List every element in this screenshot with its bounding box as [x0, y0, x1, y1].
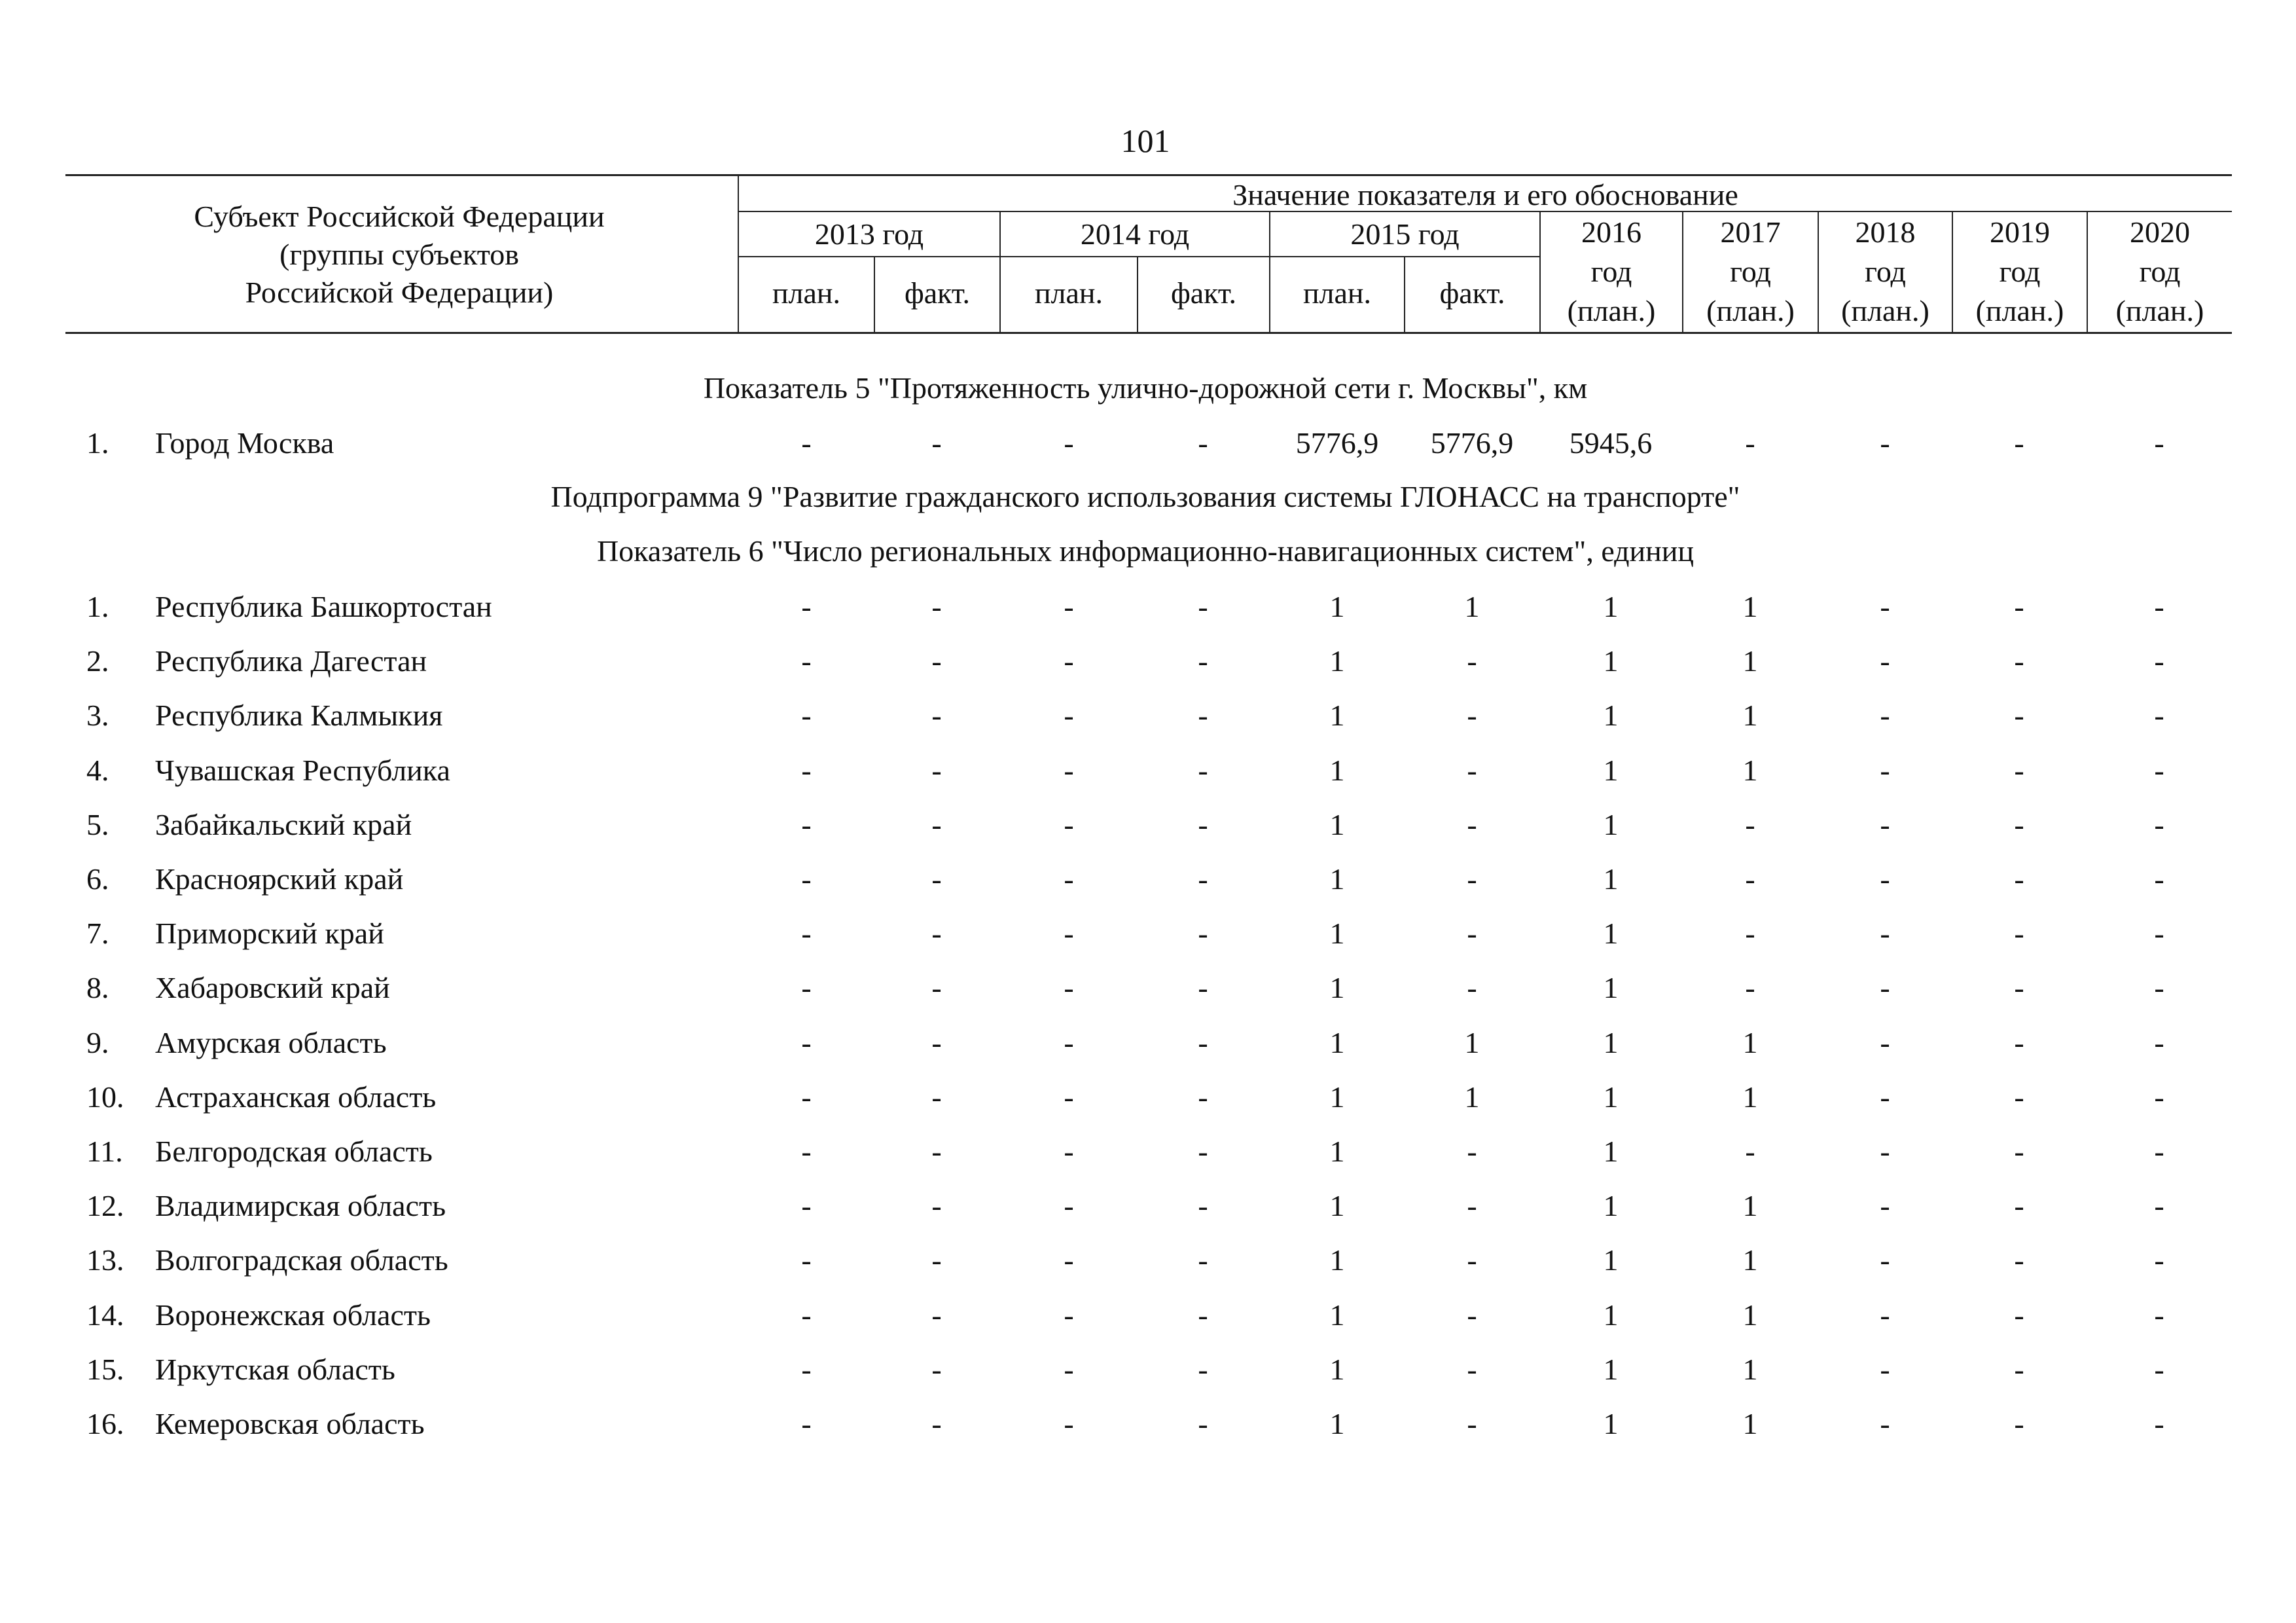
row-value-cell: - [2154, 1026, 2164, 1059]
row-value-cell: - [1745, 917, 1755, 950]
row-value-cell: 1 [1603, 1080, 1619, 1114]
row-value-cell: 1 [1742, 1080, 1758, 1114]
row-value-cell: - [1198, 1026, 1208, 1059]
row-value-cell: 1 [1329, 1026, 1345, 1059]
row-value-cell: - [931, 1353, 942, 1386]
row-value-cell: - [2154, 971, 2164, 1004]
row-value-cell: - [801, 917, 812, 950]
row-value-cell: - [801, 1189, 812, 1222]
subject-header-line: (группы субъектов [279, 238, 519, 271]
row-value-cell: - [801, 1298, 812, 1332]
row-value-cell: - [931, 862, 942, 896]
row-value-cell: - [1198, 1243, 1208, 1277]
row-value-cell: - [1064, 754, 1074, 787]
row-value-cell: - [1467, 917, 1477, 950]
row-value-cell: - [2154, 1407, 2164, 1440]
row-number: 7. [86, 917, 109, 950]
row-number: 8. [86, 971, 109, 1004]
row-value-cell: 1 [1603, 1026, 1619, 1059]
row-value-cell: - [1198, 862, 1208, 896]
row-subject-name: Владимирская область [155, 1189, 446, 1222]
row-value-cell: - [1064, 808, 1074, 841]
row-subject-name: Республика Башкортостан [155, 590, 492, 623]
row-value-cell: 1 [1603, 1298, 1619, 1332]
row-value-cell: - [1467, 699, 1477, 732]
row-value-cell: 1 [1742, 1026, 1758, 1059]
row-value-cell: 1 [1329, 644, 1345, 678]
sub-header-fact: факт. [904, 276, 971, 310]
row-value-cell: - [2014, 1026, 2024, 1059]
row-value-cell: - [1064, 1135, 1074, 1168]
row-number: 13. [86, 1243, 124, 1277]
row-subject-name: Республика Дагестан [155, 644, 427, 678]
header-bottom-rule [65, 332, 2232, 334]
row-value-cell: - [1198, 590, 1208, 623]
row-value-cell: - [1745, 808, 1755, 841]
row-value-cell: - [1198, 1407, 1208, 1440]
row-value-cell: 1 [1603, 754, 1619, 787]
row-value-cell: - [1467, 971, 1477, 1004]
row-value-cell: - [1064, 862, 1074, 896]
row-subject-name: Город Москва [155, 426, 334, 460]
row-value-cell: - [931, 1298, 942, 1332]
row-value-cell: - [931, 808, 942, 841]
row-subject-name: Забайкальский край [155, 808, 412, 841]
row-value-cell: - [1198, 1353, 1208, 1386]
row-value-cell: - [1467, 808, 1477, 841]
row-value-cell: - [2014, 1189, 2024, 1222]
subject-header-line: Субъект Российской Федерации [194, 200, 605, 233]
row-value-cell: - [2154, 1243, 2164, 1277]
year-god: год [1730, 255, 1771, 288]
row-value-cell: - [1467, 1189, 1477, 1222]
row-value-cell: - [931, 699, 942, 732]
row-value-cell: - [931, 426, 942, 460]
sub-header-plan: план. [772, 276, 841, 310]
row-value-cell: - [1880, 1353, 1890, 1386]
row-value-cell: 1 [1329, 1407, 1345, 1440]
row-value-cell: - [1467, 1298, 1477, 1332]
row-value-cell: - [2014, 1353, 2024, 1386]
row-value-cell: 1 [1603, 590, 1619, 623]
row-value-cell: - [801, 699, 812, 732]
row-value-cell: - [1467, 1407, 1477, 1440]
row-value-cell: - [1198, 754, 1208, 787]
year-header-2018 [1819, 213, 1952, 331]
row-value-cell: - [1198, 1298, 1208, 1332]
row-value-cell: 1 [1603, 699, 1619, 732]
row-value-cell: 1 [1329, 808, 1345, 841]
row-value-cell: - [2154, 1080, 2164, 1114]
year-plan: (план.) [1567, 294, 1656, 327]
row-value-cell: - [801, 1407, 812, 1440]
row-value-cell: - [2154, 754, 2164, 787]
row-value-cell: 1 [1742, 590, 1758, 623]
row-value-cell: 1 [1603, 971, 1619, 1004]
row-value-cell: 5945,6 [1569, 426, 1653, 460]
indicator-5-heading: Показатель 5 "Протяженность улично-дорожной сети г. Москвы", км [703, 371, 1588, 405]
row-subject-name: Иркутская область [155, 1353, 395, 1386]
row-value-cell: 1 [1329, 1243, 1345, 1277]
row-value-cell: 1 [1329, 917, 1345, 950]
row-value-cell: 1 [1742, 1353, 1758, 1386]
row-value-cell: - [801, 862, 812, 896]
indicator-6-heading: Показатель 6 "Число региональных информационно-навигационных систем", единиц [596, 534, 1694, 568]
row-value-cell: - [801, 644, 812, 678]
row-value-cell: - [2014, 971, 2024, 1004]
row-number: 11. [86, 1135, 123, 1168]
row-value-cell: 1 [1329, 1298, 1345, 1332]
year-header-2019 [1953, 213, 2087, 331]
row-value-cell: - [801, 1080, 812, 1114]
row-number: 1. [86, 426, 109, 460]
year-god: год [1590, 255, 1632, 288]
row-value-cell: 1 [1742, 1189, 1758, 1222]
row-value-cell: - [1745, 971, 1755, 1004]
row-value-cell: - [2154, 1135, 2164, 1168]
row-number: 3. [86, 699, 109, 732]
sub-header-plan: план. [1302, 276, 1372, 310]
row-value-cell: - [801, 590, 812, 623]
row-value-cell: - [1198, 1189, 1208, 1222]
row-value-cell: - [931, 1135, 942, 1168]
row-number: 14. [86, 1298, 124, 1332]
row-value-cell: 1 [1329, 590, 1345, 623]
row-value-cell: - [931, 1189, 942, 1222]
row-value-cell: - [931, 1026, 942, 1059]
row-number: 2. [86, 644, 109, 678]
row-value-cell: - [931, 917, 942, 950]
row-subject-name: Красноярский край [155, 862, 404, 896]
row-value-cell: - [2014, 1135, 2024, 1168]
row-value-cell: 1 [1742, 754, 1758, 787]
year-god: год [1999, 255, 2041, 288]
row-value-cell: - [2154, 1298, 2164, 1332]
row-value-cell: - [1880, 426, 1890, 460]
row-value-cell: - [1880, 862, 1890, 896]
row-value-cell: 1 [1742, 644, 1758, 678]
row-value-cell: 1 [1329, 862, 1345, 896]
row-value-cell: 1 [1603, 862, 1619, 896]
row-value-cell: - [1064, 1298, 1074, 1332]
row-value-cell: - [1064, 1026, 1074, 1059]
row-value-cell: - [1064, 644, 1074, 678]
year-plan: (план.) [1975, 294, 2064, 327]
year-header-2020 [2088, 213, 2232, 331]
row-value-cell: - [2014, 808, 2024, 841]
row-value-cell: - [801, 1353, 812, 1386]
row-value-cell: - [1198, 1080, 1208, 1114]
value-title: Значение показателя и его обоснование [1232, 178, 1738, 211]
row-value-cell: - [2014, 1407, 2024, 1440]
row-value-cell: - [2154, 590, 2164, 623]
row-number: 10. [86, 1080, 124, 1114]
row-value-cell: - [2014, 1243, 2024, 1277]
row-value-cell: - [1880, 1298, 1890, 1332]
row-value-cell: - [2014, 862, 2024, 896]
row-value-cell: - [1880, 1243, 1890, 1277]
row-value-cell: 1 [1742, 1298, 1758, 1332]
row-value-cell: - [2154, 699, 2164, 732]
row-value-cell: - [1064, 590, 1074, 623]
row-value-cell: - [2014, 1080, 2024, 1114]
row-value-cell: - [2014, 754, 2024, 787]
row-value-cell: - [2154, 1189, 2164, 1222]
subject-header-line: Российской Федерации) [245, 276, 554, 309]
row-number: 6. [86, 862, 109, 896]
row-subject-name: Амурская область [155, 1026, 387, 1059]
row-value-cell: - [1198, 644, 1208, 678]
row-value-cell: - [931, 1243, 942, 1277]
row-value-cell: - [1880, 1135, 1890, 1168]
row-value-cell: - [1064, 1407, 1074, 1440]
row-value-cell: - [1467, 754, 1477, 787]
year-header-2017 [1683, 213, 1818, 331]
row-value-cell: - [1467, 1135, 1477, 1168]
row-number: 4. [86, 754, 109, 787]
row-value-cell: - [1064, 917, 1074, 950]
row-value-cell: - [931, 644, 942, 678]
row-value-cell: - [931, 590, 942, 623]
year-plan: (план.) [1841, 294, 1929, 327]
row-value-cell: 1 [1603, 644, 1619, 678]
row-value-cell: 1 [1603, 1135, 1619, 1168]
row-subject-name: Чувашская Республика [155, 754, 450, 787]
sub-header-plan: план. [1034, 276, 1103, 310]
year-label: 2020 [2130, 215, 2190, 249]
row-value-cell: - [1064, 426, 1074, 460]
row-value-cell: - [801, 1243, 812, 1277]
year-header-2015: 2015 год [1350, 217, 1460, 251]
row-value-cell: - [931, 1080, 942, 1114]
row-value-cell: 1 [1329, 1189, 1345, 1222]
row-subject-name: Астраханская область [155, 1080, 437, 1114]
row-value-cell: - [1467, 862, 1477, 896]
subprogram-9-heading: Подпрограмма 9 "Развитие гражданского использования системы ГЛОНАСС на транспорте" [550, 480, 1740, 513]
sub-header-fact: факт. [1170, 276, 1237, 310]
row-value-cell: - [2014, 1298, 2024, 1332]
row-value-cell: - [1880, 1407, 1890, 1440]
row-value-cell: - [2014, 426, 2024, 460]
year-header-2013: 2013 год [814, 217, 924, 251]
row-value-cell: - [1198, 1135, 1208, 1168]
year-plan: (план.) [2115, 294, 2204, 327]
row-subject-name: Воронежская область [155, 1298, 431, 1332]
row-value-cell: - [2014, 699, 2024, 732]
row-number: 1. [86, 590, 109, 623]
row-number: 12. [86, 1189, 124, 1222]
row-value-cell: 1 [1603, 917, 1619, 950]
row-subject-name: Кемеровская область [155, 1407, 425, 1440]
year-label: 2019 [1990, 215, 2050, 249]
year-label: 2017 [1720, 215, 1781, 249]
row-value-cell: - [1198, 699, 1208, 732]
row-value-cell: - [2014, 917, 2024, 950]
row-value-cell: 1 [1603, 1189, 1619, 1222]
row-value-cell: - [1880, 1026, 1890, 1059]
row-value-cell: - [1064, 1353, 1074, 1386]
row-value-cell: - [1880, 1189, 1890, 1222]
row-value-cell: 1 [1742, 1407, 1758, 1440]
row-value-cell: 1 [1603, 1243, 1619, 1277]
row-value-cell: 1 [1329, 754, 1345, 787]
subcols-rule [738, 256, 1539, 257]
row-value-cell: 1 [1329, 1080, 1345, 1114]
row-value-cell: - [1880, 808, 1890, 841]
page-number: 101 [1121, 122, 1170, 159]
year-god: год [1865, 255, 1906, 288]
year-label: 2016 [1581, 215, 1641, 249]
row-value-cell: - [1467, 1353, 1477, 1386]
row-value-cell: - [1467, 644, 1477, 678]
row-value-cell: - [1467, 1243, 1477, 1277]
row-value-cell: - [801, 1135, 812, 1168]
row-value-cell: - [1880, 971, 1890, 1004]
subject-column-header [105, 198, 694, 312]
row-value-cell: - [1198, 917, 1208, 950]
row-subject-name: Хабаровский край [155, 971, 390, 1004]
sub-header-fact: факт. [1439, 276, 1505, 310]
row-value-cell: 5776,9 [1430, 426, 1514, 460]
year-god: год [2139, 255, 2181, 288]
row-value-cell: - [2154, 862, 2164, 896]
row-value-cell: - [2154, 1353, 2164, 1386]
row-value-cell: - [931, 1407, 942, 1440]
row-value-cell: 1 [1329, 699, 1345, 732]
row-value-cell: - [801, 426, 812, 460]
row-value-cell: - [1198, 971, 1208, 1004]
row-value-cell: - [2014, 590, 2024, 623]
row-value-cell: - [2154, 426, 2164, 460]
row-value-cell: - [1064, 1243, 1074, 1277]
row-value-cell: - [1880, 590, 1890, 623]
row-value-cell: 1 [1742, 1243, 1758, 1277]
row-value-cell: - [1198, 808, 1208, 841]
row-value-cell: - [1064, 1189, 1074, 1222]
row-number: 5. [86, 808, 109, 841]
row-value-cell: - [1880, 699, 1890, 732]
row-value-cell: - [1064, 699, 1074, 732]
row-value-cell: - [1880, 644, 1890, 678]
row-value-cell: - [1745, 1135, 1755, 1168]
year-header-2014: 2014 год [1080, 217, 1190, 251]
row-number: 9. [86, 1026, 109, 1059]
year-header-2016 [1541, 213, 1682, 331]
row-value-cell: - [1880, 754, 1890, 787]
row-value-cell: - [1880, 1080, 1890, 1114]
row-number: 16. [86, 1407, 124, 1440]
row-value-cell: - [2154, 808, 2164, 841]
row-value-cell: 1 [1464, 590, 1480, 623]
row-value-cell: 1 [1464, 1026, 1480, 1059]
year-plan: (план.) [1706, 294, 1795, 327]
row-value-cell: - [801, 754, 812, 787]
row-value-cell: - [1064, 1080, 1074, 1114]
row-value-cell: - [1198, 426, 1208, 460]
year-label: 2018 [1855, 215, 1916, 249]
row-value-cell: 1 [1603, 1407, 1619, 1440]
row-value-cell: - [1745, 426, 1755, 460]
row-value-cell: - [1064, 971, 1074, 1004]
row-value-cell: - [2014, 644, 2024, 678]
row-value-cell: - [931, 754, 942, 787]
row-value-cell: - [2154, 917, 2164, 950]
row-value-cell: 1 [1464, 1080, 1480, 1114]
row-value-cell: - [801, 971, 812, 1004]
row-subject-name: Белгородская область [155, 1135, 433, 1168]
row-value-cell: - [1745, 862, 1755, 896]
row-value-cell: 1 [1603, 808, 1619, 841]
row-value-cell: 1 [1603, 1353, 1619, 1386]
row-value-cell: 1 [1742, 699, 1758, 732]
row-value-cell: - [1880, 917, 1890, 950]
row-value-cell: 5776,9 [1295, 426, 1379, 460]
row-value-cell: - [801, 1026, 812, 1059]
row-value-cell: 1 [1329, 1353, 1345, 1386]
row-subject-name: Приморский край [155, 917, 384, 950]
row-value-cell: 1 [1329, 971, 1345, 1004]
row-value-cell: - [2154, 644, 2164, 678]
row-subject-name: Республика Калмыкия [155, 699, 443, 732]
row-value-cell: 1 [1329, 1135, 1345, 1168]
row-value-cell: - [801, 808, 812, 841]
row-subject-name: Волгоградская область [155, 1243, 448, 1277]
row-value-cell: - [931, 971, 942, 1004]
row-number: 15. [86, 1353, 124, 1386]
